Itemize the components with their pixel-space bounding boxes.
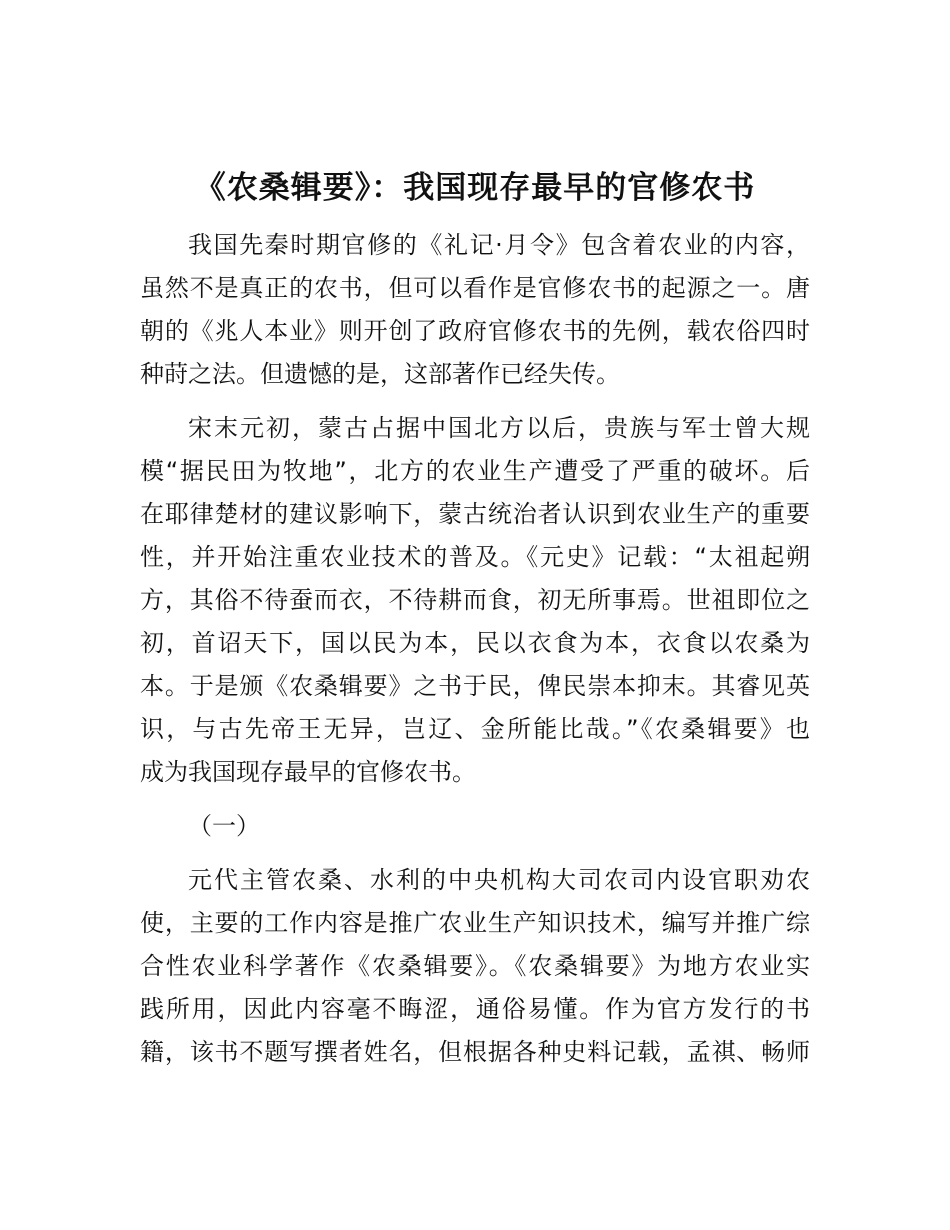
section-marker: （一） <box>188 812 260 840</box>
text-line: 方，其俗不待蚕而衣，不待耕而食，初无所事焉。世祖即位之 <box>140 586 810 614</box>
text-line: 种莳之法。但遗憾的是，这部著作已经失传。 <box>140 360 620 388</box>
text-line: 践所用，因此内容毫不晦涩，通俗易懂。作为官方发行的书 <box>140 995 810 1023</box>
text-line: 元代主管农桑、水利的中央机构大司农司内设官职劝农 <box>188 866 810 894</box>
text-line: 本。于是颁《农桑辑要》之书于民，俾民崇本抑末。其睿见英 <box>140 672 810 700</box>
text-line: 模“据民田为牧地”，北方的农业生产遭受了严重的破坏。后 <box>140 457 810 485</box>
text-line: 在耶律楚材的建议影响下，蒙古统治者认识到农业生产的重要 <box>140 500 810 528</box>
text-line: 虽然不是真正的农书，但可以看作是官修农书的起源之一。唐 <box>140 274 810 302</box>
text-line: 朝的《兆人本业》则开创了政府官修农书的先例，载农俗四时 <box>140 317 810 345</box>
text-line: 使，主要的工作内容是推广农业生产知识技术，编写并推广综 <box>140 909 810 937</box>
text-line: 成为我国现存最早的官修农书。 <box>140 758 476 786</box>
text-line: 合性农业科学著作《农桑辑要》。《农桑辑要》为地方农业实 <box>140 952 810 980</box>
text-line: 籍，该书不题写撰者姓名，但根据各种史料记载，孟祺、畅师 <box>140 1038 810 1066</box>
document-title: 《农桑辑要》：我国现存最早的官修农书 <box>194 170 756 206</box>
text-line: 初，首诏天下，国以民为本，民以衣食为本，衣食以农桑为 <box>140 629 810 657</box>
text-line: 我国先秦时期官修的《礼记·月令》包含着农业的内容， <box>188 231 810 259</box>
text-line: 性，并开始注重农业技术的普及。《元史》记载：“太祖起朔 <box>140 543 810 571</box>
text-line: 识，与古先帝王无异，岂辽、金所能比哉。”《农桑辑要》也 <box>140 715 810 743</box>
text-line: 宋末元初，蒙古占据中国北方以后，贵族与军士曾大规 <box>188 414 810 442</box>
